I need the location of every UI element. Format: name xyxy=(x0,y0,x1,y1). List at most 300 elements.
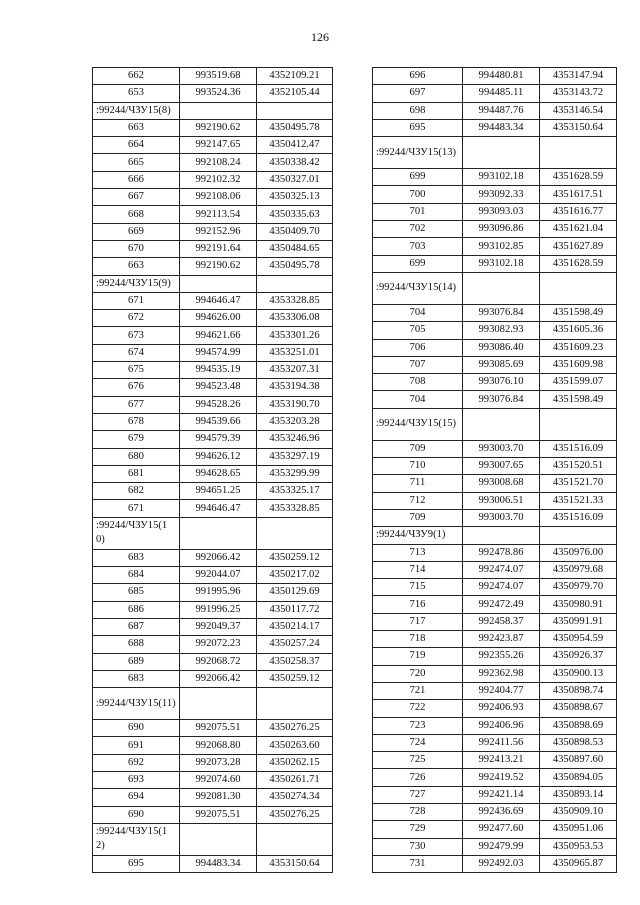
x-coordinate-cell: 992411.56 xyxy=(463,734,540,751)
y-coordinate-cell: 4353297.19 xyxy=(257,448,333,465)
x-coordinate-cell: 993007.65 xyxy=(463,458,540,475)
table-row xyxy=(93,154,333,171)
y-coordinate-cell: 4353246.96 xyxy=(257,431,333,448)
table-row xyxy=(373,391,617,408)
table-row xyxy=(373,304,617,321)
table-row xyxy=(373,203,617,220)
table-row xyxy=(373,803,617,820)
table-row xyxy=(93,310,333,327)
table-row xyxy=(93,431,333,448)
point-number-cell: 708 xyxy=(373,374,463,391)
parcel-label: :99244/ЧЗУ9(1) xyxy=(373,527,463,544)
point-number-cell: 714 xyxy=(373,561,463,578)
point-number-cell: 686 xyxy=(93,601,180,618)
table-row xyxy=(93,344,333,361)
point-number-cell: 668 xyxy=(93,206,180,223)
table-row xyxy=(93,465,333,482)
y-coordinate-cell: 4350980.91 xyxy=(540,596,617,613)
table-row xyxy=(373,648,617,665)
x-coordinate-cell: 994483.34 xyxy=(463,119,540,136)
x-coordinate-cell: 992421.14 xyxy=(463,786,540,803)
table-row xyxy=(373,734,617,751)
table-row xyxy=(93,754,333,771)
y-coordinate-cell: 4353203.28 xyxy=(257,413,333,430)
point-number-cell: 707 xyxy=(373,356,463,373)
x-coordinate-cell: 994485.11 xyxy=(463,85,540,102)
x-coordinate-cell: 993519.68 xyxy=(180,68,257,85)
x-coordinate-cell: 992362.98 xyxy=(463,665,540,682)
empty-cell xyxy=(180,823,257,855)
x-coordinate-cell: 994646.47 xyxy=(180,500,257,517)
x-coordinate-cell: 992102.32 xyxy=(180,171,257,188)
table-row xyxy=(93,636,333,653)
point-number-cell: 725 xyxy=(373,752,463,769)
table-row xyxy=(373,613,617,630)
point-number-cell: 690 xyxy=(93,806,180,823)
point-number-cell: 653 xyxy=(93,85,180,102)
y-coordinate-cell: 4350898.53 xyxy=(540,734,617,751)
x-coordinate-cell: 992152.96 xyxy=(180,223,257,240)
x-coordinate-cell: 992072.23 xyxy=(180,636,257,653)
table-row xyxy=(373,322,617,339)
table-row xyxy=(93,567,333,584)
point-number-cell: 666 xyxy=(93,171,180,188)
point-number-cell: 698 xyxy=(373,102,463,119)
parcel-header-row xyxy=(373,137,617,169)
y-coordinate-cell: 4351516.09 xyxy=(540,509,617,526)
point-number-cell: 700 xyxy=(373,186,463,203)
empty-cell xyxy=(540,137,617,169)
x-coordinate-cell: 994626.12 xyxy=(180,448,257,465)
x-coordinate-cell: 993076.84 xyxy=(463,391,540,408)
point-number-cell: 671 xyxy=(93,292,180,309)
point-number-cell: 715 xyxy=(373,579,463,596)
y-coordinate-cell: 4350898.67 xyxy=(540,700,617,717)
y-coordinate-cell: 4351627.89 xyxy=(540,238,617,255)
y-coordinate-cell: 4353150.64 xyxy=(540,119,617,136)
table-row xyxy=(373,102,617,119)
y-coordinate-cell: 4352105.44 xyxy=(257,85,333,102)
table-row xyxy=(93,653,333,670)
table-row xyxy=(93,483,333,500)
parcel-label: :99244/ЧЗУ15(13) xyxy=(373,137,463,169)
table-row xyxy=(93,379,333,396)
table-row xyxy=(373,665,617,682)
x-coordinate-cell: 994574.99 xyxy=(180,344,257,361)
y-coordinate-cell: 4350976.00 xyxy=(540,544,617,561)
x-coordinate-cell: 993102.18 xyxy=(463,169,540,186)
point-number-cell: 701 xyxy=(373,203,463,220)
point-number-cell: 696 xyxy=(373,68,463,85)
x-coordinate-cell: 992190.62 xyxy=(180,119,257,136)
y-coordinate-cell: 4353328.85 xyxy=(257,500,333,517)
x-coordinate-cell: 993093.03 xyxy=(463,203,540,220)
y-coordinate-cell: 4350898.69 xyxy=(540,717,617,734)
y-coordinate-cell: 4353190.70 xyxy=(257,396,333,413)
point-number-cell: 709 xyxy=(373,509,463,526)
point-number-cell: 673 xyxy=(93,327,180,344)
table-row xyxy=(93,670,333,687)
table-row xyxy=(93,771,333,788)
table-row xyxy=(373,492,617,509)
coordinates-table-right xyxy=(372,67,617,873)
empty-cell xyxy=(463,272,540,304)
table-row xyxy=(93,500,333,517)
x-coordinate-cell: 994628.65 xyxy=(180,465,257,482)
point-number-cell: 695 xyxy=(93,855,180,872)
point-number-cell: 718 xyxy=(373,631,463,648)
table-row xyxy=(93,584,333,601)
empty-cell xyxy=(463,408,540,440)
point-number-cell: 669 xyxy=(93,223,180,240)
table-row xyxy=(93,240,333,257)
table-row xyxy=(373,186,617,203)
point-number-cell: 670 xyxy=(93,240,180,257)
y-coordinate-cell: 4350327.01 xyxy=(257,171,333,188)
point-number-cell: 697 xyxy=(373,85,463,102)
point-number-cell: 699 xyxy=(373,169,463,186)
empty-cell xyxy=(540,272,617,304)
point-number-cell: 662 xyxy=(93,68,180,85)
x-coordinate-cell: 992406.96 xyxy=(463,717,540,734)
point-number-cell: 726 xyxy=(373,769,463,786)
y-coordinate-cell: 4351598.49 xyxy=(540,391,617,408)
parcel-header-row xyxy=(373,272,617,304)
table-row xyxy=(373,119,617,136)
y-coordinate-cell: 4351516.09 xyxy=(540,440,617,457)
y-coordinate-cell: 4351609.98 xyxy=(540,356,617,373)
parcel-label: :99244/ЧЗУ15(11) xyxy=(93,688,180,720)
y-coordinate-cell: 4350953.53 xyxy=(540,838,617,855)
y-coordinate-cell: 4350262.15 xyxy=(257,754,333,771)
table-row xyxy=(93,396,333,413)
point-number-cell: 690 xyxy=(93,720,180,737)
table-row xyxy=(373,356,617,373)
parcel-header-row xyxy=(93,275,333,292)
y-coordinate-cell: 4350117.72 xyxy=(257,601,333,618)
table-row xyxy=(93,549,333,566)
y-coordinate-cell: 4350900.13 xyxy=(540,665,617,682)
x-coordinate-cell: 992404.77 xyxy=(463,682,540,699)
point-number-cell: 687 xyxy=(93,618,180,635)
empty-cell xyxy=(463,137,540,169)
x-coordinate-cell: 993086.40 xyxy=(463,339,540,356)
y-coordinate-cell: 4351521.70 xyxy=(540,475,617,492)
y-coordinate-cell: 4351628.59 xyxy=(540,255,617,272)
y-coordinate-cell: 4353325.17 xyxy=(257,483,333,500)
x-coordinate-cell: 993003.70 xyxy=(463,509,540,526)
point-number-cell: 688 xyxy=(93,636,180,653)
table-row xyxy=(93,206,333,223)
table-row xyxy=(373,169,617,186)
parcel-header-row xyxy=(93,823,333,855)
table-row xyxy=(93,618,333,635)
point-number-cell: 703 xyxy=(373,238,463,255)
table-row xyxy=(373,821,617,838)
x-coordinate-cell: 994579.39 xyxy=(180,431,257,448)
point-number-cell: 710 xyxy=(373,458,463,475)
y-coordinate-cell: 4353251.01 xyxy=(257,344,333,361)
y-coordinate-cell: 4350484.65 xyxy=(257,240,333,257)
y-coordinate-cell: 4351617.51 xyxy=(540,186,617,203)
y-coordinate-cell: 4350495.78 xyxy=(257,119,333,136)
x-coordinate-cell: 992068.72 xyxy=(180,653,257,670)
x-coordinate-cell: 992492.03 xyxy=(463,855,540,872)
y-coordinate-cell: 4350926.37 xyxy=(540,648,617,665)
y-coordinate-cell: 4351521.33 xyxy=(540,492,617,509)
y-coordinate-cell: 4353146.54 xyxy=(540,102,617,119)
point-number-cell: 693 xyxy=(93,771,180,788)
y-coordinate-cell: 4350897.60 xyxy=(540,752,617,769)
y-coordinate-cell: 4350217.02 xyxy=(257,567,333,584)
y-coordinate-cell: 4350409.70 xyxy=(257,223,333,240)
point-number-cell: 665 xyxy=(93,154,180,171)
x-coordinate-cell: 994480.81 xyxy=(463,68,540,85)
point-number-cell: 699 xyxy=(373,255,463,272)
table-row xyxy=(93,85,333,102)
x-coordinate-cell: 992044.07 xyxy=(180,567,257,584)
x-coordinate-cell: 993006.51 xyxy=(463,492,540,509)
y-coordinate-cell: 4353207.31 xyxy=(257,362,333,379)
x-coordinate-cell: 992075.51 xyxy=(180,720,257,737)
table-row xyxy=(93,258,333,275)
parcel-header-row xyxy=(93,102,333,119)
y-coordinate-cell: 4350338.42 xyxy=(257,154,333,171)
x-coordinate-cell: 994483.34 xyxy=(180,855,257,872)
point-number-cell: 729 xyxy=(373,821,463,838)
point-number-cell: 672 xyxy=(93,310,180,327)
table-row xyxy=(373,374,617,391)
point-number-cell: 663 xyxy=(93,119,180,136)
table-row xyxy=(93,601,333,618)
y-coordinate-cell: 4350979.70 xyxy=(540,579,617,596)
y-coordinate-cell: 4351599.07 xyxy=(540,374,617,391)
table-row xyxy=(93,448,333,465)
y-coordinate-cell: 4351520.51 xyxy=(540,458,617,475)
table-row xyxy=(373,339,617,356)
point-number-cell: 664 xyxy=(93,137,180,154)
point-number-cell: 678 xyxy=(93,413,180,430)
y-coordinate-cell: 4350991.91 xyxy=(540,613,617,630)
x-coordinate-cell: 993102.18 xyxy=(463,255,540,272)
table-row xyxy=(93,327,333,344)
x-coordinate-cell: 994621.66 xyxy=(180,327,257,344)
y-coordinate-cell: 4351621.04 xyxy=(540,221,617,238)
y-coordinate-cell: 4350893.14 xyxy=(540,786,617,803)
x-coordinate-cell: 992147.65 xyxy=(180,137,257,154)
x-coordinate-cell: 994528.26 xyxy=(180,396,257,413)
x-coordinate-cell: 992474.07 xyxy=(463,561,540,578)
point-number-cell: 675 xyxy=(93,362,180,379)
x-coordinate-cell: 992074.60 xyxy=(180,771,257,788)
table-row xyxy=(373,68,617,85)
point-number-cell: 683 xyxy=(93,670,180,687)
point-number-cell: 691 xyxy=(93,737,180,754)
table-body xyxy=(93,68,333,873)
x-coordinate-cell: 993082.93 xyxy=(463,322,540,339)
table-row xyxy=(373,440,617,457)
table-row xyxy=(373,221,617,238)
table-row xyxy=(93,737,333,754)
y-coordinate-cell: 4350274.34 xyxy=(257,789,333,806)
table-row xyxy=(373,596,617,613)
x-coordinate-cell: 992108.06 xyxy=(180,189,257,206)
y-coordinate-cell: 4350951.06 xyxy=(540,821,617,838)
x-coordinate-cell: 992049.37 xyxy=(180,618,257,635)
x-coordinate-cell: 992191.64 xyxy=(180,240,257,257)
y-coordinate-cell: 4350261.71 xyxy=(257,771,333,788)
point-number-cell: 712 xyxy=(373,492,463,509)
table-row xyxy=(373,579,617,596)
point-number-cell: 674 xyxy=(93,344,180,361)
point-number-cell: 709 xyxy=(373,440,463,457)
point-number-cell: 713 xyxy=(373,544,463,561)
x-coordinate-cell: 993085.69 xyxy=(463,356,540,373)
x-coordinate-cell: 992419.52 xyxy=(463,769,540,786)
table-row xyxy=(373,238,617,255)
empty-cell xyxy=(180,688,257,720)
x-coordinate-cell: 993092.33 xyxy=(463,186,540,203)
parcel-label: :99244/ЧЗУ15(9) xyxy=(93,275,180,292)
y-coordinate-cell: 4353194.38 xyxy=(257,379,333,396)
empty-cell xyxy=(540,527,617,544)
y-coordinate-cell: 4351628.59 xyxy=(540,169,617,186)
y-coordinate-cell: 4353299.99 xyxy=(257,465,333,482)
parcel-header-row xyxy=(373,408,617,440)
table-row xyxy=(373,838,617,855)
parcel-label: :99244/ЧЗУ15(12) xyxy=(93,823,180,855)
x-coordinate-cell: 992190.62 xyxy=(180,258,257,275)
table-row xyxy=(373,475,617,492)
point-number-cell: 684 xyxy=(93,567,180,584)
table-row xyxy=(93,720,333,737)
y-coordinate-cell: 4353143.72 xyxy=(540,85,617,102)
x-coordinate-cell: 993003.70 xyxy=(463,440,540,457)
point-number-cell: 683 xyxy=(93,549,180,566)
x-coordinate-cell: 993008.68 xyxy=(463,475,540,492)
x-coordinate-cell: 992423.87 xyxy=(463,631,540,648)
y-coordinate-cell: 4353301.26 xyxy=(257,327,333,344)
table-row xyxy=(373,717,617,734)
x-coordinate-cell: 991996.25 xyxy=(180,601,257,618)
x-coordinate-cell: 992478.86 xyxy=(463,544,540,561)
point-number-cell: 704 xyxy=(373,304,463,321)
point-number-cell: 685 xyxy=(93,584,180,601)
table-row xyxy=(373,458,617,475)
x-coordinate-cell: 994626.00 xyxy=(180,310,257,327)
y-coordinate-cell: 4353328.85 xyxy=(257,292,333,309)
y-coordinate-cell: 4353150.64 xyxy=(257,855,333,872)
x-coordinate-cell: 992413.21 xyxy=(463,752,540,769)
x-coordinate-cell: 992066.42 xyxy=(180,670,257,687)
point-number-cell: 681 xyxy=(93,465,180,482)
parcel-label: :99244/ЧЗУ15(10) xyxy=(93,517,180,549)
parcel-header-row xyxy=(373,527,617,544)
y-coordinate-cell: 4350965.87 xyxy=(540,855,617,872)
y-coordinate-cell: 4350325.13 xyxy=(257,189,333,206)
table-row xyxy=(93,789,333,806)
table-row xyxy=(93,119,333,136)
point-number-cell: 682 xyxy=(93,483,180,500)
table-row xyxy=(93,171,333,188)
table-row xyxy=(373,855,617,872)
y-coordinate-cell: 4350335.63 xyxy=(257,206,333,223)
x-coordinate-cell: 993096.86 xyxy=(463,221,540,238)
point-number-cell: 724 xyxy=(373,734,463,751)
table-row xyxy=(373,700,617,717)
x-coordinate-cell: 994535.19 xyxy=(180,362,257,379)
empty-cell xyxy=(180,517,257,549)
empty-cell xyxy=(257,102,333,119)
empty-cell xyxy=(540,408,617,440)
x-coordinate-cell: 991995.96 xyxy=(180,584,257,601)
table-row xyxy=(93,362,333,379)
table-row xyxy=(373,255,617,272)
empty-cell xyxy=(257,517,333,549)
point-number-cell: 689 xyxy=(93,653,180,670)
table-row xyxy=(373,631,617,648)
point-number-cell: 694 xyxy=(93,789,180,806)
table-row xyxy=(93,68,333,85)
x-coordinate-cell: 992075.51 xyxy=(180,806,257,823)
table-row xyxy=(93,292,333,309)
y-coordinate-cell: 4350258.37 xyxy=(257,653,333,670)
empty-cell xyxy=(257,688,333,720)
y-coordinate-cell: 4353306.08 xyxy=(257,310,333,327)
point-number-cell: 695 xyxy=(373,119,463,136)
x-coordinate-cell: 994651.25 xyxy=(180,483,257,500)
point-number-cell: 702 xyxy=(373,221,463,238)
y-coordinate-cell: 4350412.47 xyxy=(257,137,333,154)
parcel-label: :99244/ЧЗУ15(14) xyxy=(373,272,463,304)
point-number-cell: 680 xyxy=(93,448,180,465)
x-coordinate-cell: 992066.42 xyxy=(180,549,257,566)
x-coordinate-cell: 992479.99 xyxy=(463,838,540,855)
y-coordinate-cell: 4350495.78 xyxy=(257,258,333,275)
table-row xyxy=(373,769,617,786)
point-number-cell: 667 xyxy=(93,189,180,206)
table-body xyxy=(373,68,617,873)
y-coordinate-cell: 4353147.94 xyxy=(540,68,617,85)
table-row xyxy=(373,509,617,526)
point-number-cell: 676 xyxy=(93,379,180,396)
point-number-cell: 706 xyxy=(373,339,463,356)
y-coordinate-cell: 4350898.74 xyxy=(540,682,617,699)
x-coordinate-cell: 992406.93 xyxy=(463,700,540,717)
x-coordinate-cell: 992073.28 xyxy=(180,754,257,771)
x-coordinate-cell: 994539.66 xyxy=(180,413,257,430)
empty-cell xyxy=(180,102,257,119)
x-coordinate-cell: 994646.47 xyxy=(180,292,257,309)
x-coordinate-cell: 993524.36 xyxy=(180,85,257,102)
table-row xyxy=(373,752,617,769)
point-number-cell: 727 xyxy=(373,786,463,803)
point-number-cell: 663 xyxy=(93,258,180,275)
point-number-cell: 720 xyxy=(373,665,463,682)
y-coordinate-cell: 4350259.12 xyxy=(257,670,333,687)
x-coordinate-cell: 992472.49 xyxy=(463,596,540,613)
y-coordinate-cell: 4350276.25 xyxy=(257,806,333,823)
y-coordinate-cell: 4351609.23 xyxy=(540,339,617,356)
x-coordinate-cell: 992474.07 xyxy=(463,579,540,596)
x-coordinate-cell: 994487.76 xyxy=(463,102,540,119)
y-coordinate-cell: 4350894.05 xyxy=(540,769,617,786)
point-number-cell: 717 xyxy=(373,613,463,630)
table-row xyxy=(93,223,333,240)
point-number-cell: 730 xyxy=(373,838,463,855)
table-row xyxy=(93,137,333,154)
x-coordinate-cell: 992113.54 xyxy=(180,206,257,223)
